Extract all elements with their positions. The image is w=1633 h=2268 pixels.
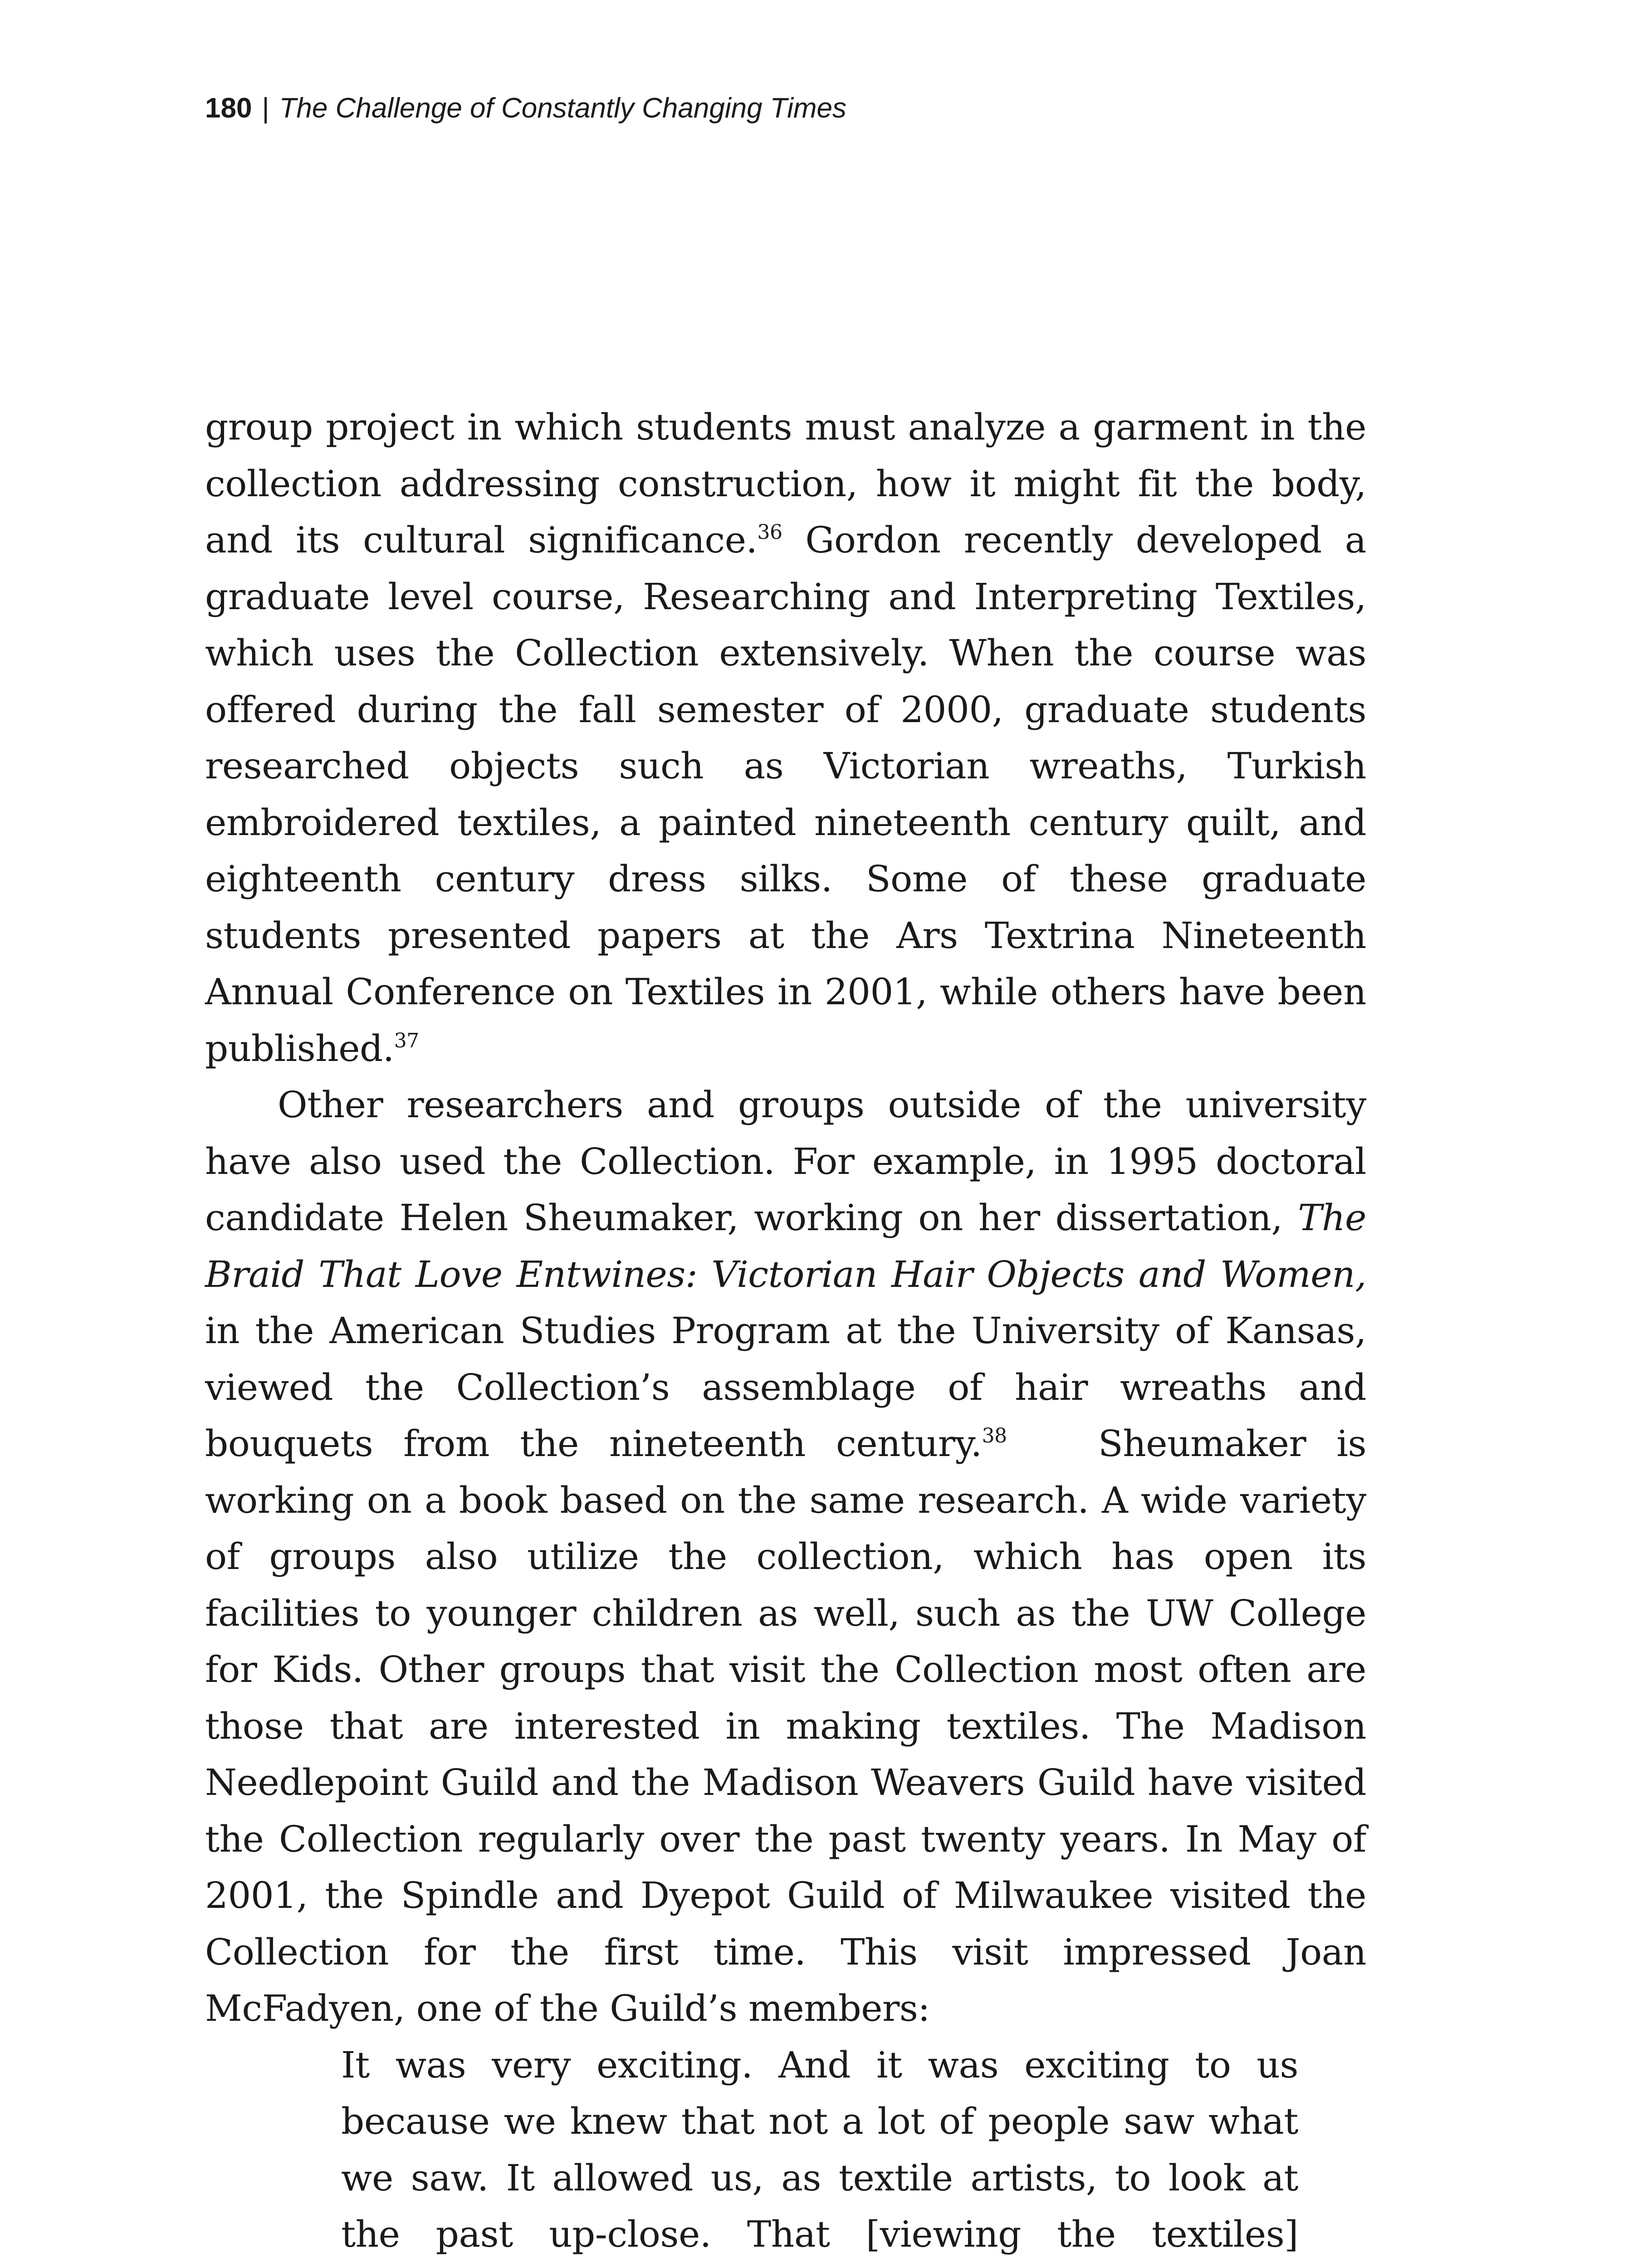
running-head-separator: | (262, 93, 269, 124)
running-head (205, 94, 846, 122)
body-text (205, 399, 1378, 2268)
paragraph-2-text-b: in the American Studies Program at the University of Kansas, viewed the Collection’s assemblage of hair wreaths and bouquets from the nineteenth century. (205, 1310, 1366, 1465)
paragraph-2 (205, 1077, 1378, 2037)
running-head-title: The Challenge of Constantly Changing Times (279, 93, 847, 124)
page-number: 180 (205, 93, 252, 124)
paragraph-1-text-a: group project in which students must analyze a garment in the collection addressing construction, how it might fit the body, and its cultural significance. (205, 406, 1366, 561)
paragraph-1-text-b: Gordon recently developed a graduate level course, Researching and Interpreting Textiles, which uses the Collection extensively. When the course was offered during the fall semester of 2000, graduate students researched objects such as Victorian wreaths, Turkish embroidered textiles, a painted nineteenth century quilt, and eighteenth century dress silks. Some of these graduate students presented papers at the Ars Textrina Nineteenth Annual Conference on Textiles in 2001, while others have been published. (205, 519, 1367, 1070)
paragraph-2-text-a: Other researchers and groups outside of the university have also used the Collection. For example, in 1995 doctoral candidate Helen Sheumaker, working on her dissertation, (205, 1084, 1366, 1239)
block-quote (341, 2037, 1298, 2268)
footnote-ref-37: 37 (394, 1029, 419, 1052)
paragraph-2-text-c: Sheumaker is working on a book based on the same research. A wide variety of groups also utilize the collection, which has open its facilities to younger children as well, such as the UW College for Kids. Other groups that visit the Collection most often are those that are interested in making textiles. The Madison Needlepoint Guild and the Madison Weavers Guild have visited the Collection regularly over the past twenty years. In May of 2001, the Spindle and Dyepot Guild of Milwaukee visited the Collection for the first time. This visit impressed Joan McFadyen, one of the Guild’s members: (205, 1422, 1378, 2029)
footnote-ref-38: 38 (982, 1424, 1007, 1447)
block-quote-text: It was very exciting. And it was exciting to us because we knew that not a lot of people saw what we saw. It allowed us, as textile artists, to look at the past up-close. That [viewing the textiles] (341, 2043, 1298, 2255)
paragraph-1 (205, 399, 1366, 1077)
dissertation-title: The Braid That Love Entwines: Victorian Hair Objects and Women, (205, 1197, 1366, 1295)
footnote-ref-36: 36 (757, 521, 782, 544)
